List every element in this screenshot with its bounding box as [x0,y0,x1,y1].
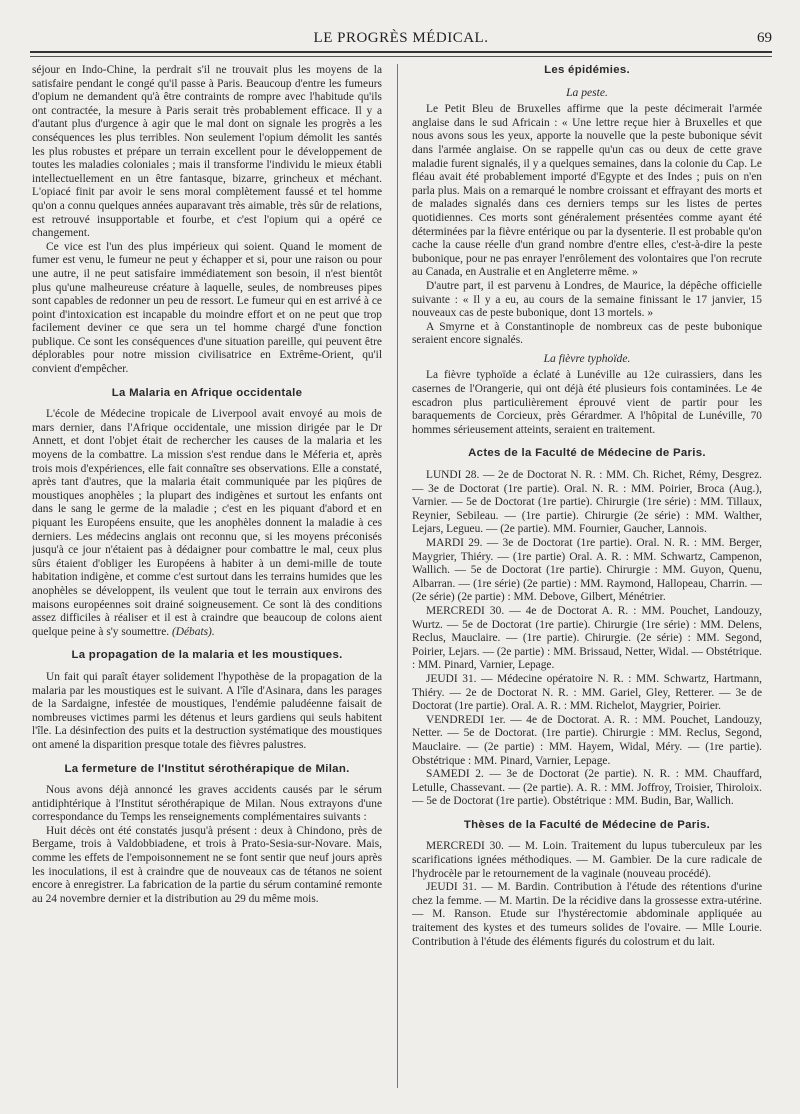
peste-paragraph: A Smyrne et à Constantinople de nombreux cas de peste bubonique seraient encore signalés. [412,320,762,347]
header-rule-thin [30,56,772,57]
left-column [32,64,382,1104]
milan-heading: La fermeture de l'Institut sérothérapique de Milan. [64,762,350,775]
peste-subheading: La peste. [566,85,608,99]
malaria-paragraph [32,408,382,639]
theses-heading: Thèses de la Faculté de Médecine de Paris. [463,818,711,831]
malaria-heading: La Malaria en Afrique occidentale [111,386,303,399]
peste-paragraph: Le Petit Bleu de Bruxelles affirme que la peste décimerait l'armée anglaise dans le sud Africain : « Une lettre reçue hier à Bruxelles et que nous avons sous les yeux, apporte la nouvelle que la peste bubonique sévit dans l'armée anglaise. On se rappelle qu'un cas ou deux de cette grave maladie furent signalés, il y a quelques semaines, dans la colonie du Cap. Le fléau avait été probablement importé d'Egypte et des Indes ; puis on n'en parla plus. Mais on a remarqué le nombre croissant et effrayant des morts et de malades signalés dans ces derniers temps sur les listes de pertes quotidiennes. Ces morts sont généralement présentées comme ayant été déterminées par la fièvre entérique ou par la dysenterie. Il est probable qu'on cache la cause réelle d'un grand nombre d'entre elles, c'est-à-dire la peste bubonique, pour ne pas enrayer l'enrôlement des volontaires que l'on recrute au Canada, en Australie et en Angleterre même. » [412,103,762,279]
right-column [412,64,762,1104]
typhoide-paragraph: La fièvre typhoïde a éclaté à Lunéville au 12e cuirassiers, dans les casernes de l'Orangerie, qui ont déjà été plusieurs fois contaminées. Le 4e escadron plus particulièrement éprouvé vient de partir pour les baraquements de Corcieux, près Gérardmer. A l'hôpital de Lunéville, 70 hommes sérieusement atteints, seraient en traitement. [412,369,762,436]
column-divider [397,64,398,1088]
actes-entry: VENDREDI 1er. — 4e de Doctorat. A. R. : MM. Pouchet, Landouzy, Netter. — 5e de Doctorat. (1re partie). Chirurgie : MM. Reclus, Segond, Mauclaire. — (2e partie) : MM. Hayem, Widal, Méry. — (1re partie). Obstétrique : MM. Pinard, Varnier, Lepage. [412,713,762,767]
journal-title: LE PROGRÈS MÉDICAL. [313,30,489,46]
epidemies-heading: Les épidémies. [544,64,630,76]
header-rule-thick [30,51,772,53]
peste-paragraph: D'autre part, il est parvenu à Londres, de Maurice, la dépêche officielle suivante : « Il y a eu, au cours de la semaine finissant le 17 janvier, 15 nouveaux cas de peste bubonique, dont 13 mortels. » [412,279,762,320]
propagation-paragraph: Un fait qui paraît étayer solidement l'hypothèse de la propagation de la malaria par les moustiques est le suivant. A l'île d'Asinara, dans les parages de la Sardaigne, infestée de moustiques, l'endémie paludéenne faisait de nombreuses victimes parmi les détenus et leurs gardiens qui seuls habitent l'île. La désinfection des puits et la destruction systématique des moustiques ont amené la disparition presque totale des fièvres palustres. [32,670,382,751]
page-number: 69 [757,30,772,46]
actes-entry: LUNDI 28. — 2e de Doctorat N. R. : MM. Ch. Richet, Rémy, Desgrez. — 3e de Doctorat (1re partie). Oral. N. R. : MM. Poirier, Broca (Aug.), Varnier. — 5e de Doctorat (1re partie). Chirurgie (1re série) : MM. Tillaux, Reynier, Sebileau. — (1re partie). Chirurgie (2e série) : MM. Walther, Lejars, Legueu. — (2e partie). MM. Fournier, Gaucher, Lannois. [412,469,762,536]
propagation-heading: La propagation de la malaria et les moustiques. [71,649,343,662]
opium-paragraph: Ce vice est l'un des plus impérieux qui soient. Quand le moment de fumer est venu, le fumeur ne peut y échapper et si, pour une raison ou pour une autre, il ne peut satisfaire immédiatement son besoin, il n'est bientôt plus qu'une malheureuse créature à laquelle, seules, de nombreuses pipes sont capables de redonner un peu de ressort. Le fumeur qui en est arrivé à ce point d'intoxication est incapable du moindre effort et on ne peut que trop facilement deviner ce que sera un tel homme chargé d'une fonction publique. Ce sont les conséquences d'une situation pareille, qui peuvent être déplorables pour notre mission civilisatrice en Extrême-Orient, qu'il convient d'empêcher. [32,240,382,376]
malaria-source: (Débats). [171,625,215,638]
theses-entry: MERCREDI 30. — M. Loin. Traitement du lupus tuberculeux par les scarifications ignées méthodiques. — M. Gambier. De la cure radicale de l'hydrocèle par le retournement de la vaginale (nouveau procédé). [412,840,762,880]
malaria-text: L'école de Médecine tropicale de Liverpool avait envoyé au mois de mars dernier, dans l'Afrique occidentale, une mission dirigée par le Dr Annett, et dont l'objet était de rechercher les causes de la malaria et les moyens de la combattre. La mission s'est rendue dans le Méferia et, après trois mois d'expériences, elle fait connaître ses observations. Elle a constaté, après tant d'autres, que la malaria était communiquée par les piqûres de moustiques anophèles ; la plupart des indigènes et surtout les enfants ont dans le sang le germe de la maladie ; c'est en les piquant d'abord et en piquant les Européens ensuite, que les anophèles donnent la maladie à ces derniers. Les médecins anglais ont reconnu que, si les moyens préconisés jusqu'à ce jour n'étaient pas à dédaigner pour combattre le mal, ceux plus sûrs étaient d'obliger les Européens à habiter à un demi-mille de toute habitation indigène, et comme c'est surtout dans les terrains humides que les anophèles se développent, ils veulent que tout le terrain aux environs des maisons européennes soit drainé soigneusement. Ce sont là des conditions assez difficiles à réaliser et il est à craindre que beaucoup de colons aient quelque peine à s'y soumettre. [32,408,382,638]
actes-entry: JEUDI 31. — Médecine opératoire N. R. : MM. Schwartz, Hartmann, Thiéry. — 2e de Doctorat N. R. : MM. Gariel, Gley, Retterer. — 3e de Doctorat (1re partie). Oral. A. R. : MM. Richelot, Maygrier, Poirier. [412,672,762,713]
typhoide-subheading: La fièvre typhoïde. [543,351,631,365]
milan-paragraph: Huit décès ont été constatés jusqu'à présent : deux à Chindono, près de Bergame, trois à Valdobbiadene, et trois à Prato-Sesia-sur-Novare. Mais, comme les effets de l'empoisonnement ne se font sentir que neuf jours après les inoculations, il est à craindre que de nouveaux cas de tétanos ne soient encore à enregistrer. La fabrication de la partie du sérum contaminé remonte au 24 novembre dernier et la distribution au 29 du même mois. [32,824,382,905]
actes-heading: Actes de la Faculté de Médecine de Paris. [468,447,706,460]
actes-entry: MERCREDI 30. — 4e de Doctorat A. R. : MM. Pouchet, Landouzy, Wurtz. — 5e de Doctorat (1re partie). Chirurgie (1re série) : MM. Delens, Reclus, Mauclaire. — (1re partie). Chirurgie. (2e série) : MM. Segond, Poirier, Lejars. — (2e partie) : MM. Brissaud, Netter, Widal. — Obstétrique. : MM. Pinard, Varnier, Lepage. [412,604,762,672]
page-header [30,30,772,50]
actes-entry: MARDI 29. — 3e de Doctorat (1re partie). Oral. N. R. : MM. Berger, Maygrier, Thiéry. — (1re partie) Oral. A. R. : MM. Schwartz, Campenon, Wallich. — 5e de Doctorat (1re partie). Chirurgie : MM. Guyon, Quenu, Albarran. — (1re série) (2e partie) : MM. Raymond, Hallopeau, Charrin. — (2e série) (2e partie) : MM. Debove, Gilbert, Ménétrier. [412,537,762,604]
theses-entry: JEUDI 31. — M. Bardin. Contribution à l'étude des rétentions d'urine chez la femme. — M. Martin. De la récidive dans la grossesse extra-utérine. — M. Ranson. Etude sur l'hystérectomie abdominale appliquée au traitement des kystes et des tumeurs solides de l'ovaire. — Mlle Lourie. Contribution à l'étude des éléments figurés du colostrum et du lait. [412,881,762,948]
opium-paragraph: séjour en Indo-Chine, la perdrait s'il ne trouvait plus les moyens de la satisfaire pendant le congé qu'il passe à Paris. Beaucoup d'entre les fumeurs d'opium ne demandent qu'à être contraints de rompre avec l'habitude qu'ils ont contractée, la mesure à Paris serait très probablement efficace. Il y a d'autant plus d'urgence à agir que le mal dont on signale les progrès a les conséquences les plus terribles. Non seulement l'opium démolit les santés les plus robustes et prépare un terrain excellent pour le développement de toutes les maladies coloniales ; mais il transforme l'individu le mieux établi intellectuellement en un être fantasque, bizarre, grincheux et méchant. L'opiacé finit par avoir le sens moral complètement faussé et tel homme qu'on a connu quelques années auparavant très aimable, très sûr de relations, est retrouvé insupportable et fourbe, et c'est l'opium qui a opéré ce changement. [32,64,382,240]
actes-entry: SAMEDI 2. — 3e de Doctorat (2e partie). N. R. : MM. Chauffard, Letulle, Chassevant. — (2e partie). A. R. : MM. Joffroy, Troisier, Thiroloix. — 5e de Doctorat (1re partie). Obstétrique : MM. Budin, Bar, Wallich. [412,768,762,808]
milan-paragraph: Nous avons déjà annoncé les graves accidents causés par le sérum antidiphtérique à l'Institut sérothérapique de Milan. Nous extrayons d'une correspondance du Temps les renseignements complémentaires suivants : [32,784,382,824]
